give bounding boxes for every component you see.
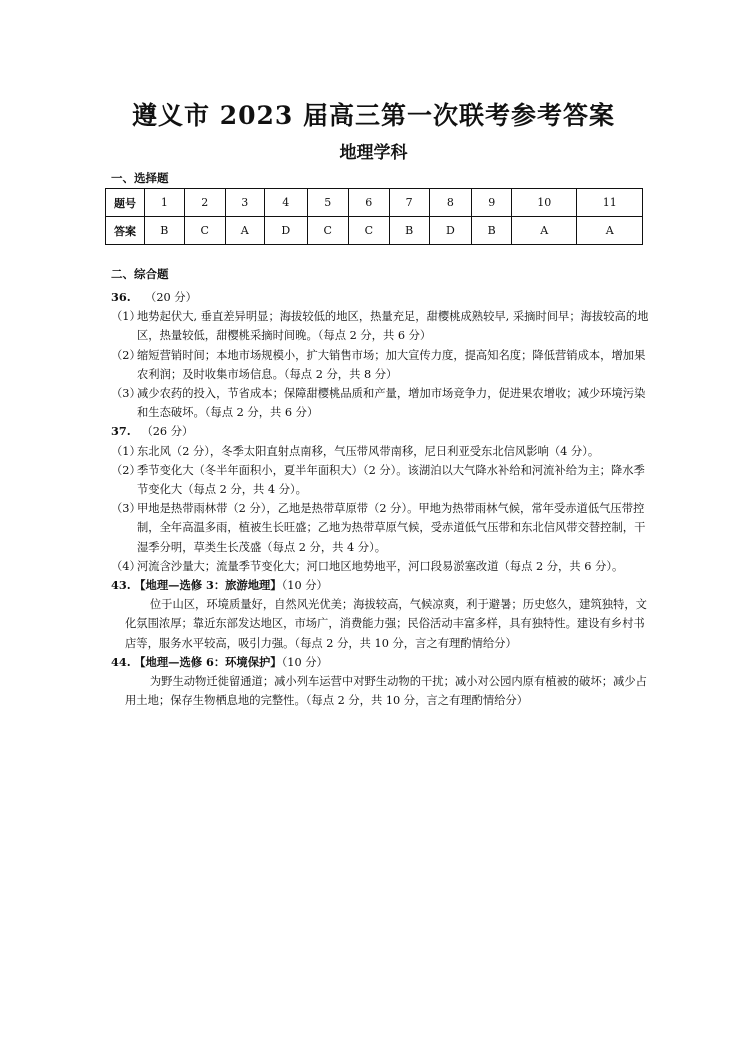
question-number-cell: 9 (472, 189, 512, 217)
question-score: （10 分） (281, 655, 328, 669)
item-label: （2） (111, 348, 141, 362)
answer-paragraph: 为野生动物迁徙留通道；减小列车运营中对野生动物的干扰；减小对公园内原有植被的破坏；减少占用土地；保存生物栖息地的完整性。（每点 2 分，共 10 分，言之有理酌情给分） (125, 675, 647, 708)
item-label: （2） (111, 463, 141, 477)
question-heading: 【地理—选修 6：环境保护】 (134, 654, 282, 669)
answer-item (111, 307, 651, 345)
question-number-cell: 5 (307, 189, 348, 217)
question-number-cell: 11 (577, 189, 643, 217)
question-number-cell: 8 (429, 189, 472, 217)
answer-cell: C (348, 217, 389, 245)
item-text: 甲地是热带雨林带（2 分），乙地是热带草原带（2 分）。甲地为热带雨林气候，常年受赤道低气压带控制，全年高温多雨，植被生长旺盛；乙地为热带草原气候，受赤道低气压带和东北信风带交替控制，干湿季分明，草类生长茂盛（每点 2 分，共 4 分）。 (137, 502, 646, 554)
item-label: （3） (111, 502, 141, 516)
answer-item (111, 461, 651, 499)
answer-paragraph: 位于山区，环境质量好，自然风光优美；海拔较高，气候凉爽，利于避暑；历史悠久，建筑独特，文化氛围浓厚；靠近东部发达地区，市场广，消费能力强；民俗活动丰富多样，具有独特性。建设有乡村书店等，服务水平较高，吸引力强。（每点 2 分，共 10 分，言之有理酌情给分） (125, 598, 647, 650)
question-number: 36. (111, 290, 131, 304)
question-number-cell: 6 (348, 189, 389, 217)
answer-cell: A (225, 217, 264, 245)
item-text: 地势起伏大, 垂直差异明显；海拔较低的地区，热量充足，甜樱桃成熟较早, 采摘时间早；海拔较高的地区，热量较低，甜樱桃采摘时间晚。（每点 2 分，共 6 分） (137, 310, 649, 343)
section-2-body (111, 288, 651, 710)
question-score: （20 分） (145, 291, 197, 304)
number-row (106, 189, 643, 217)
answer-cell: B (472, 217, 512, 245)
answer-cell: C (184, 217, 225, 245)
question-number-cell: 2 (184, 189, 225, 217)
answer-cell: D (264, 217, 307, 245)
question-number-cell: 1 (145, 189, 185, 217)
item-text: 河流含沙量大；流量季节变化大；河口地区地势地平，河口段易淤塞改道（每点 2 分，共 6 分）。 (137, 559, 624, 573)
question-number-cell: 10 (512, 189, 577, 217)
item-label: （1） (111, 310, 141, 324)
question-number-cell: 4 (264, 189, 307, 217)
answer-item (111, 384, 651, 422)
answer-row (106, 217, 643, 245)
document-subtitle: 地理学科 (339, 143, 408, 163)
item-label: （3） (111, 387, 141, 401)
item-text: 东北风（2 分），冬季太阳直射点南移，气压带风带南移，尼日利亚受东北信风影响（4 分）。 (137, 444, 600, 458)
question-number: 37. (111, 424, 131, 439)
item-label: （1） (111, 444, 141, 458)
answer-item (111, 499, 651, 557)
question-number: 44. (111, 654, 131, 669)
answer-cell: A (577, 217, 643, 245)
question-number-cell: 3 (225, 189, 264, 217)
answer-cell: C (307, 217, 348, 245)
answer-cell: B (389, 217, 429, 245)
question-36 (111, 288, 651, 307)
question-score: （10 分） (281, 579, 328, 593)
item-label: （4） (111, 559, 141, 573)
section-2-heading: 二、综合题 (111, 267, 169, 281)
answer-item (111, 442, 651, 461)
item-text: 减少农药的投入，节省成本；保障甜樱桃品质和产量，增加市场竞争力，促进果农增收；减少环境污染和生态破坏。（每点 2 分，共 6 分） (137, 387, 646, 420)
answer-cell: A (512, 217, 577, 245)
answer-table (105, 188, 643, 245)
question-44 (111, 653, 651, 672)
question-43 (111, 576, 651, 595)
row-label-answer: 答案 (106, 217, 145, 245)
section-1-heading: 一、选择题 (111, 171, 169, 185)
answer-item (111, 557, 651, 576)
document-title: 遵义市 2023 届高三第一次联考参考答案 (132, 101, 615, 130)
row-label-number: 题号 (106, 189, 145, 217)
answer-cell: B (145, 217, 185, 245)
question-number: 43. (111, 578, 131, 593)
question-score: （26 分） (141, 425, 194, 439)
question-37 (111, 422, 651, 441)
item-text: 季节变化大（冬半年面积小，夏半年面积大）（2 分）。该湖泊以大气降水补给和河流补给为主；降水季节变化大（每点 2 分，共 4 分）。 (137, 463, 645, 497)
answer-item (111, 346, 651, 384)
answer-cell: D (429, 217, 472, 245)
question-number-cell: 7 (389, 189, 429, 217)
question-heading: 【地理—选修 3：旅游地理】 (134, 578, 282, 593)
item-text: 缩短营销时间；本地市场规模小，扩大销售市场；加大宣传力度，提高知名度；降低营销成本，增加果农利润；及时收集市场信息。（每点 2 分，共 8 分） (137, 348, 646, 381)
